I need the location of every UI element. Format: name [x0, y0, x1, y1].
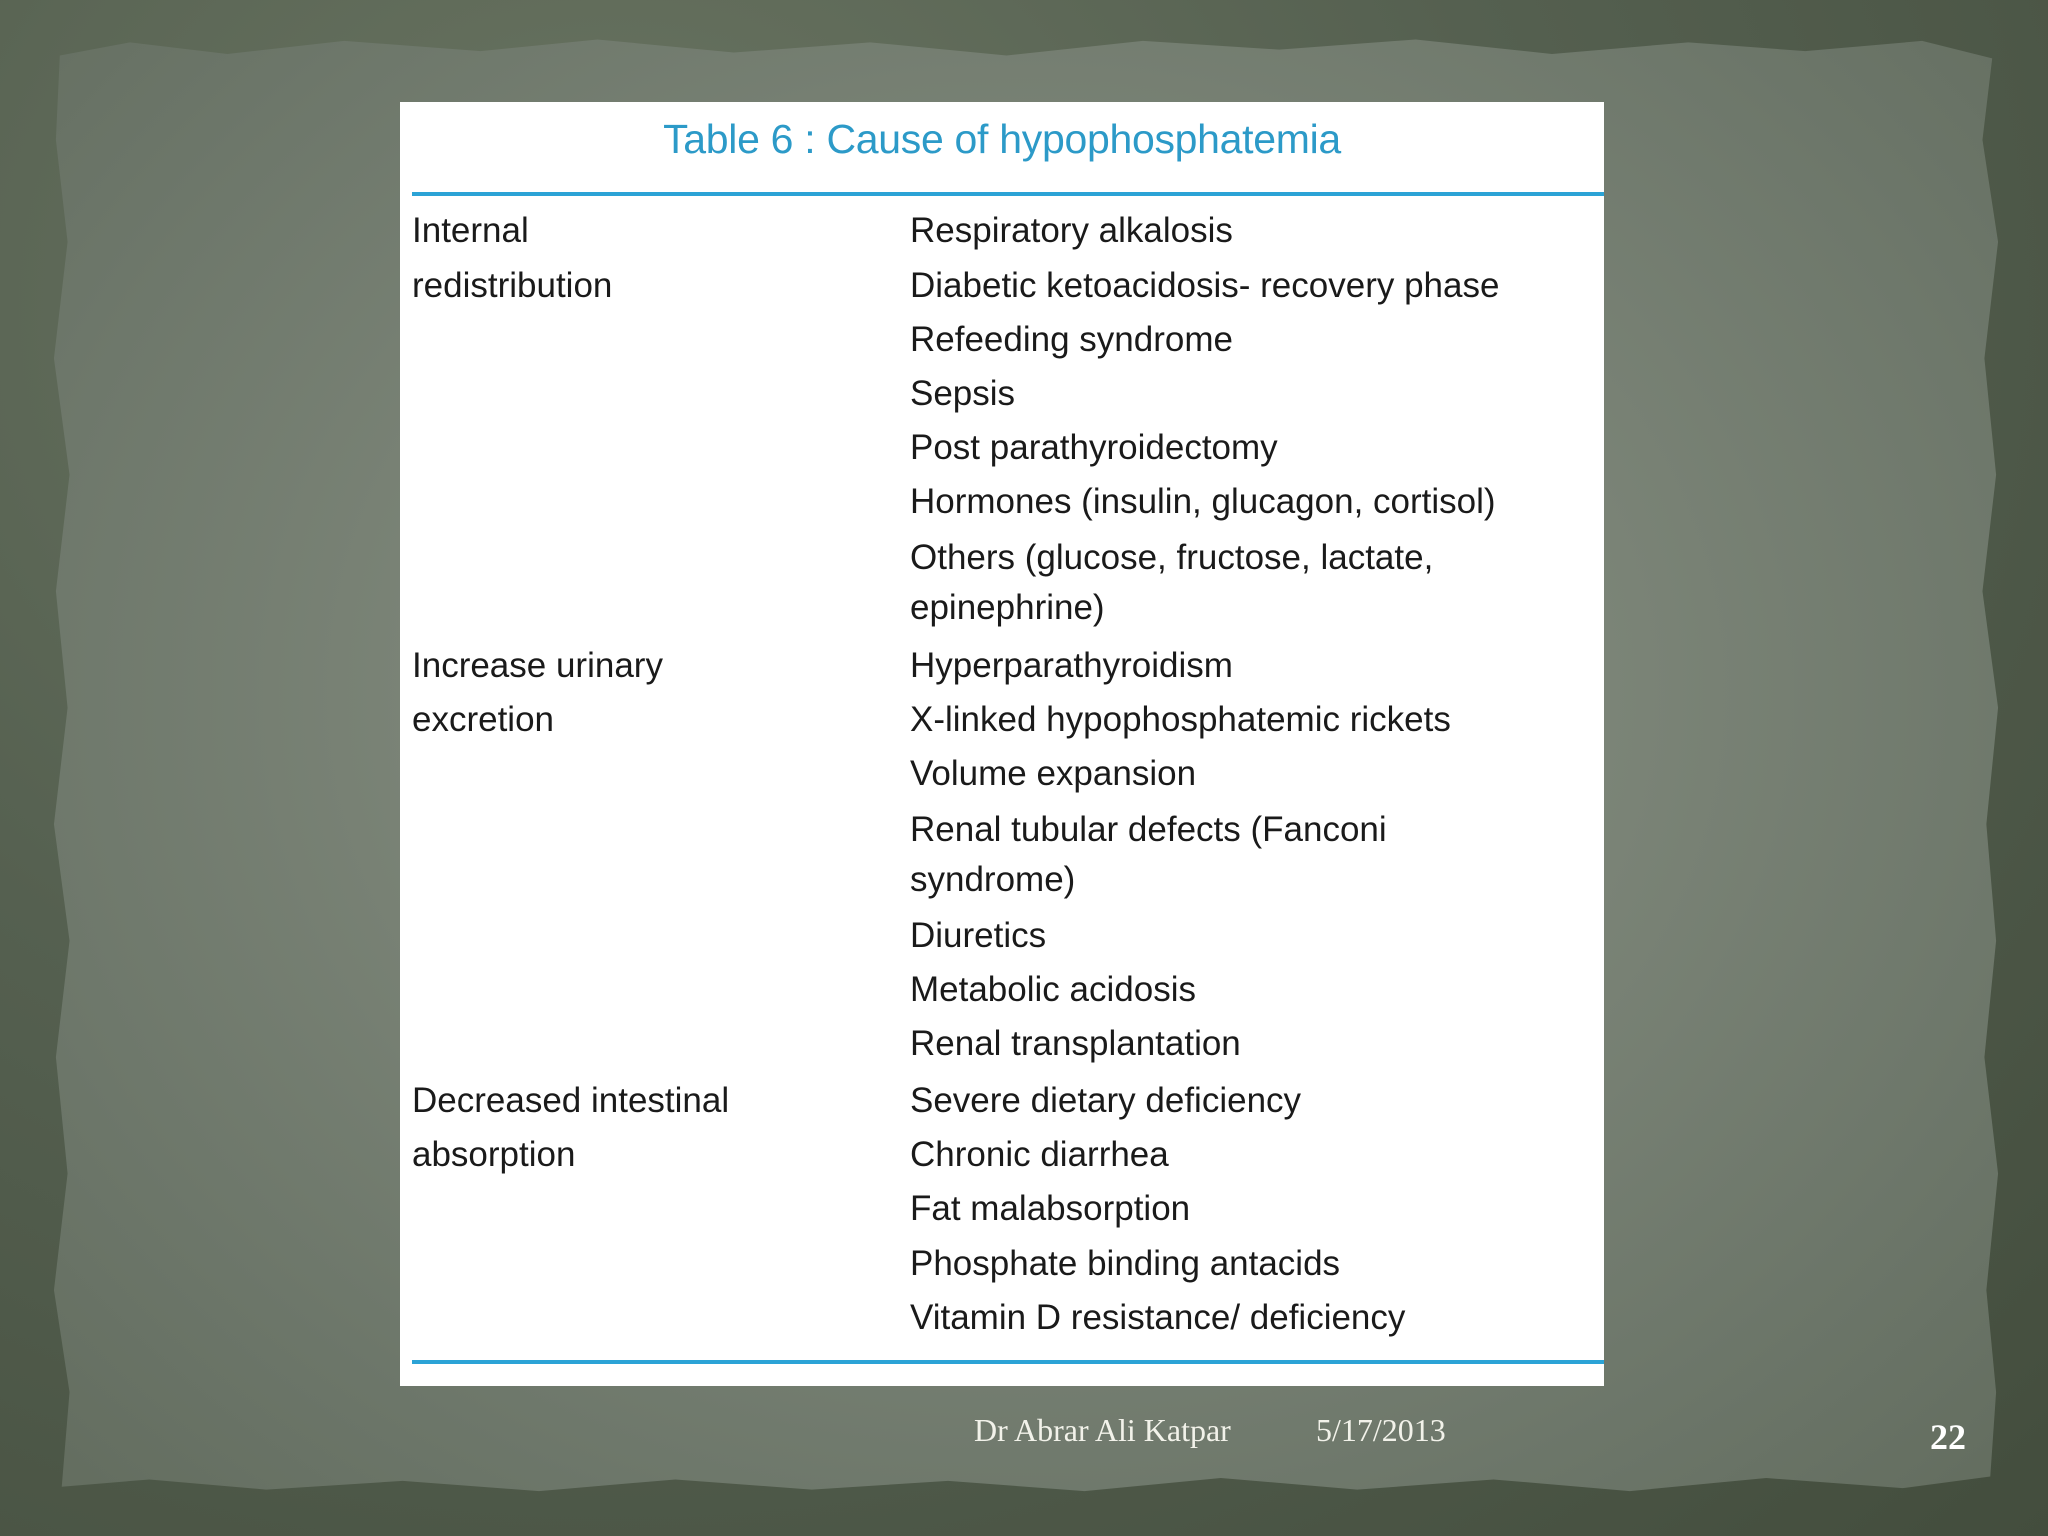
table-title: Table 6 : Cause of hypophosphatemia	[663, 116, 1341, 162]
cause-item: Chronic diarrhea	[910, 1135, 1169, 1174]
cause-item: Fat malabsorption	[910, 1189, 1191, 1228]
cause-item: Hormones (insulin, glucagon, cortisol)	[910, 482, 1496, 521]
cause-item: X-linked hypophosphatemic rickets	[910, 700, 1451, 739]
cause-item: Renal tubular defects (Fanconi syndrome)	[910, 810, 1387, 899]
footer-date: 5/17/2013	[1316, 1412, 1446, 1448]
hypophosphatemia-table	[400, 102, 1604, 1386]
category-decreased-intestinal-absorption-line2: absorption	[412, 1135, 576, 1174]
cause-item: Metabolic acidosis	[910, 970, 1196, 1009]
footer-author: Dr Abrar Ali Katpar	[974, 1412, 1231, 1448]
category-internal-redistribution-line2: redistribution	[412, 266, 613, 305]
table-top-rule	[412, 192, 1604, 196]
slide-number: 22	[1930, 1417, 1966, 1457]
category-increase-urinary-excretion-line2: excretion	[412, 700, 555, 739]
cause-item: Renal transplantation	[910, 1024, 1241, 1063]
cause-item: Phosphate binding antacids	[910, 1244, 1341, 1283]
cause-item: Sepsis	[910, 374, 1016, 413]
cause-item: Severe dietary deficiency	[910, 1081, 1302, 1120]
cause-item: Respiratory alkalosis	[910, 211, 1233, 250]
cause-item: Others (glucose, fructose, lactate, epinephrine)	[910, 538, 1434, 627]
cause-item: Volume expansion	[910, 754, 1197, 793]
cause-item: Post parathyroidectomy	[910, 428, 1278, 467]
cause-item: Diuretics	[910, 916, 1047, 955]
category-internal-redistribution-line1: Internal	[412, 211, 529, 250]
cause-item: Refeeding syndrome	[910, 320, 1233, 359]
category-increase-urinary-excretion-line1: Increase urinary	[412, 646, 663, 685]
category-decreased-intestinal-absorption-line1: Decreased intestinal	[412, 1081, 730, 1120]
cause-item: Hyperparathyroidism	[910, 646, 1233, 685]
cause-item: Vitamin D resistance/ deficiency	[910, 1298, 1406, 1337]
cause-item: Diabetic ketoacidosis- recovery phase	[910, 266, 1500, 305]
table-bottom-rule	[412, 1360, 1604, 1364]
